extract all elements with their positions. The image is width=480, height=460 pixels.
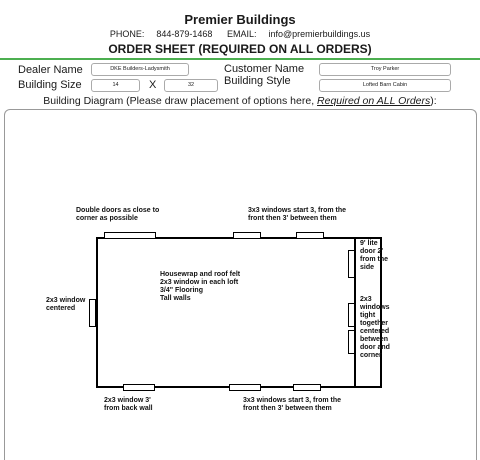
diagram-required-text: Required on ALL Orders <box>317 95 431 107</box>
phone-number: 844-879-1468 <box>156 29 213 39</box>
left-window <box>89 299 96 327</box>
building-size-label: Building Size <box>18 79 82 91</box>
diagram-instruction <box>0 95 480 107</box>
building-outline <box>96 237 356 388</box>
building-center-note: Housewrap and roof felt 2x3 window in each loft 3/4" Flooring Tall walls <box>160 271 241 302</box>
bottom-windows-note: 3x3 windows start 3, from the front then 3' between them <box>243 397 342 412</box>
top-window-2 <box>296 232 324 239</box>
customer-name-label: Customer Name <box>224 63 305 75</box>
size-separator: X <box>149 79 157 91</box>
top-windows-note: 3x3 windows start 3, from the front then 3' between them <box>248 207 347 222</box>
left-window-note: 2x3 window centered <box>46 297 86 312</box>
lite-door-note: 9' lite door 2' from the side <box>360 240 388 271</box>
building-length-field[interactable]: 32 <box>164 79 218 92</box>
building-style-field[interactable]: Lofted Barn Cabin <box>319 79 451 92</box>
top-window-1 <box>233 232 261 239</box>
back-window-note: 2x3 window 3' from back wall <box>104 397 153 412</box>
side-window-2 <box>348 330 355 354</box>
email-label: EMAIL: <box>226 29 257 39</box>
customer-name-field[interactable]: Troy Parker <box>319 63 451 76</box>
diagram-instruction-suffix: ): <box>430 95 437 107</box>
side-windows-note: 2x3 windows tight together centered between door and corner <box>360 296 390 359</box>
dealer-name-field[interactable]: DKE Builders-Ladysmith <box>91 63 189 76</box>
dealer-name-label: Dealer Name <box>18 64 83 76</box>
side-door <box>348 250 355 278</box>
side-window-1 <box>348 303 355 327</box>
double-door-opening <box>104 232 156 239</box>
building-style-label: Building Style <box>224 75 291 87</box>
order-sheet-title: ORDER SHEET (REQUIRED ON ALL ORDERS) <box>108 42 372 56</box>
back-window <box>123 384 155 391</box>
contact-line <box>0 29 480 39</box>
diagram-instruction-text: Building Diagram (Please draw placement of options here, <box>43 95 315 107</box>
header-divider <box>0 58 480 60</box>
email-address: info@premierbuildings.us <box>268 29 371 39</box>
building-width-field[interactable]: 14 <box>91 79 140 92</box>
company-name: Premier Buildings <box>184 12 296 27</box>
phone-label: PHONE: <box>109 29 145 39</box>
bottom-window-1 <box>229 384 261 391</box>
double-doors-note: Double doors as close to corner as possible <box>76 207 160 222</box>
bottom-window-2 <box>293 384 321 391</box>
